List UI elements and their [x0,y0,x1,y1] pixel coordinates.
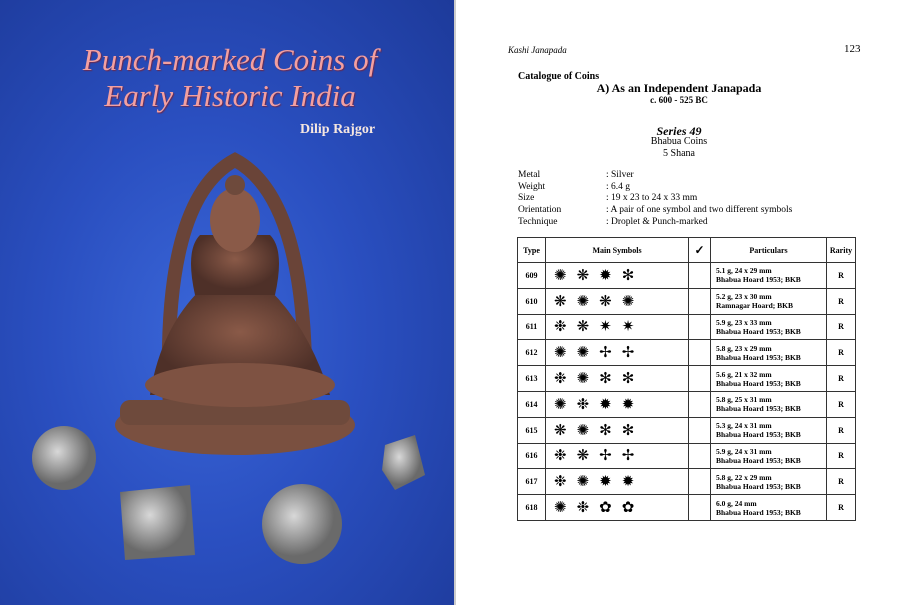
particulars-cell [711,495,827,521]
particulars-measure: 5.6 g, 21 x 32 mm [716,369,772,379]
particulars-cell [711,443,827,469]
meta-value: : 6.4 g [606,181,631,192]
check-cell [689,314,711,340]
particulars-cell [711,314,827,340]
type-cell: 610 [518,288,546,314]
particulars-measure: 5.8 g, 22 x 29 mm [716,472,772,482]
symbols-cell: ❉✺✻✻ [546,366,689,392]
heading: A) As an Independent Janapada [596,81,762,95]
check-cell [689,469,711,495]
symbols-cell: ❋✺❋✺ [546,288,689,314]
rarity-cell: R [827,340,856,366]
rarity-cell: R [827,417,856,443]
check-cell [689,391,711,417]
check-cell [689,495,711,521]
particulars-cell [711,340,827,366]
catalogue-page [458,0,900,605]
col-header: Type [518,238,546,263]
cover-illustration [0,140,456,605]
symbols-cell: ✺❉✹✹ [546,391,689,417]
particulars-source: Bhabua Hoard 1953; BKB [716,430,801,440]
table-row [518,417,856,443]
buddha-statue [115,160,355,455]
cover-author: Dilip Rajgor [300,122,376,137]
meta-value: : 19 x 23 to 24 x 33 mm [606,193,698,204]
date-range: c. 600 - 525 BC [650,95,708,105]
symbols-cell: ✺❋✹✻ [546,263,689,289]
table-row [518,391,856,417]
particulars-source: Ramnagar Hoard; BKB [716,301,793,311]
meta-label: Size [518,193,535,204]
symbols-cell: ❉❋✢✢ [546,443,689,469]
section-title: Catalogue of Coins [518,71,600,82]
particulars-source: Bhabua Hoard 1953; BKB [716,378,801,388]
table-row [518,263,856,289]
meta-value: : Droplet & Punch-marked [606,216,708,227]
particulars-measure: 5.1 g, 24 x 29 mm [716,266,772,276]
particulars-cell [711,288,827,314]
rarity-cell: R [827,366,856,392]
particulars-source: Bhabua Hoard 1953; BKB [716,326,801,336]
coin-image [262,484,342,564]
rarity-cell: R [827,314,856,340]
col-header: Rarity [827,238,856,263]
cover-title [60,42,400,114]
check-cell [689,263,711,289]
series-title: Series 49 [656,124,702,138]
symbols-cell: ❉✺✹✹ [546,469,689,495]
particulars-source: Bhabua Hoard 1953; BKB [716,455,801,465]
check-cell [689,340,711,366]
cover-title-line: Punch-marked Coins of [82,42,378,77]
type-cell: 611 [518,314,546,340]
particulars-measure: 5.8 g, 25 x 31 mm [716,395,772,405]
particulars-measure: 5.9 g, 23 x 33 mm [716,317,772,327]
particulars-measure: 6.0 g, 24 mm [716,498,757,508]
particulars-measure: 5.2 g, 23 x 30 mm [716,292,772,302]
symbols-cell: ✺❉✿✿ [546,495,689,521]
particulars-cell [711,366,827,392]
particulars-source: Bhabua Hoard 1953; BKB [716,507,801,517]
meta-label: Technique [518,216,558,227]
type-cell: 617 [518,469,546,495]
coin-name: Bhabua Coins [650,136,708,147]
particulars-cell [711,391,827,417]
meta-label: Weight [518,181,546,192]
symbols-cell: ❋✺✻✻ [546,417,689,443]
rarity-cell: R [827,263,856,289]
particulars-source: Bhabua Hoard 1953; BKB [716,275,801,285]
particulars-source: Bhabua Hoard 1953; BKB [716,481,801,491]
meta-label: Orientation [518,205,562,216]
type-cell: 618 [518,495,546,521]
particulars-measure: 5.3 g, 24 x 31 mm [716,421,772,431]
rarity-cell: R [827,469,856,495]
col-header: Particulars [711,238,827,263]
check-cell [689,443,711,469]
col-header: Main Symbols [546,238,689,263]
rarity-cell: R [827,495,856,521]
check-cell [689,288,711,314]
symbols-cell: ❉❋✷✷ [546,314,689,340]
table-row [518,314,856,340]
particulars-cell [711,469,827,495]
rarity-cell: R [827,391,856,417]
type-cell: 612 [518,340,546,366]
table-row [518,340,856,366]
check-cell [689,417,711,443]
table-row [518,495,856,521]
table-row [518,469,856,495]
meta-value: : A pair of one symbol and two different symbols [606,205,793,216]
catalogue-table [517,237,856,521]
page-number: 123 [844,43,861,55]
denomination: 5 Shana [663,148,695,159]
particulars-measure: 5.8 g, 23 x 29 mm [716,343,772,353]
symbols-cell: ✺✺✢✢ [546,340,689,366]
coin-image [120,485,195,560]
running-head: Kashi Janapada [508,45,567,55]
type-cell: 615 [518,417,546,443]
meta-label: Metal [518,170,541,180]
table-row [518,443,856,469]
particulars-measure: 5.9 g, 24 x 31 mm [716,446,772,456]
rarity-cell: R [827,288,856,314]
table-row [518,288,856,314]
check-cell [689,366,711,392]
particulars-source: Bhabua Hoard 1953; BKB [716,352,801,362]
particulars-cell [711,417,827,443]
type-cell: 613 [518,366,546,392]
meta-value: : Silver [606,170,634,180]
type-cell: 614 [518,391,546,417]
coin-image [32,426,96,490]
particulars-source: Bhabua Hoard 1953; BKB [716,404,801,414]
coin-image [382,435,425,490]
cover-title-line: Early Historic India [104,78,356,113]
type-cell: 609 [518,263,546,289]
col-header: ✓ [689,238,711,263]
particulars-cell [711,263,827,289]
rarity-cell: R [827,443,856,469]
type-cell: 616 [518,443,546,469]
table-row [518,366,856,392]
